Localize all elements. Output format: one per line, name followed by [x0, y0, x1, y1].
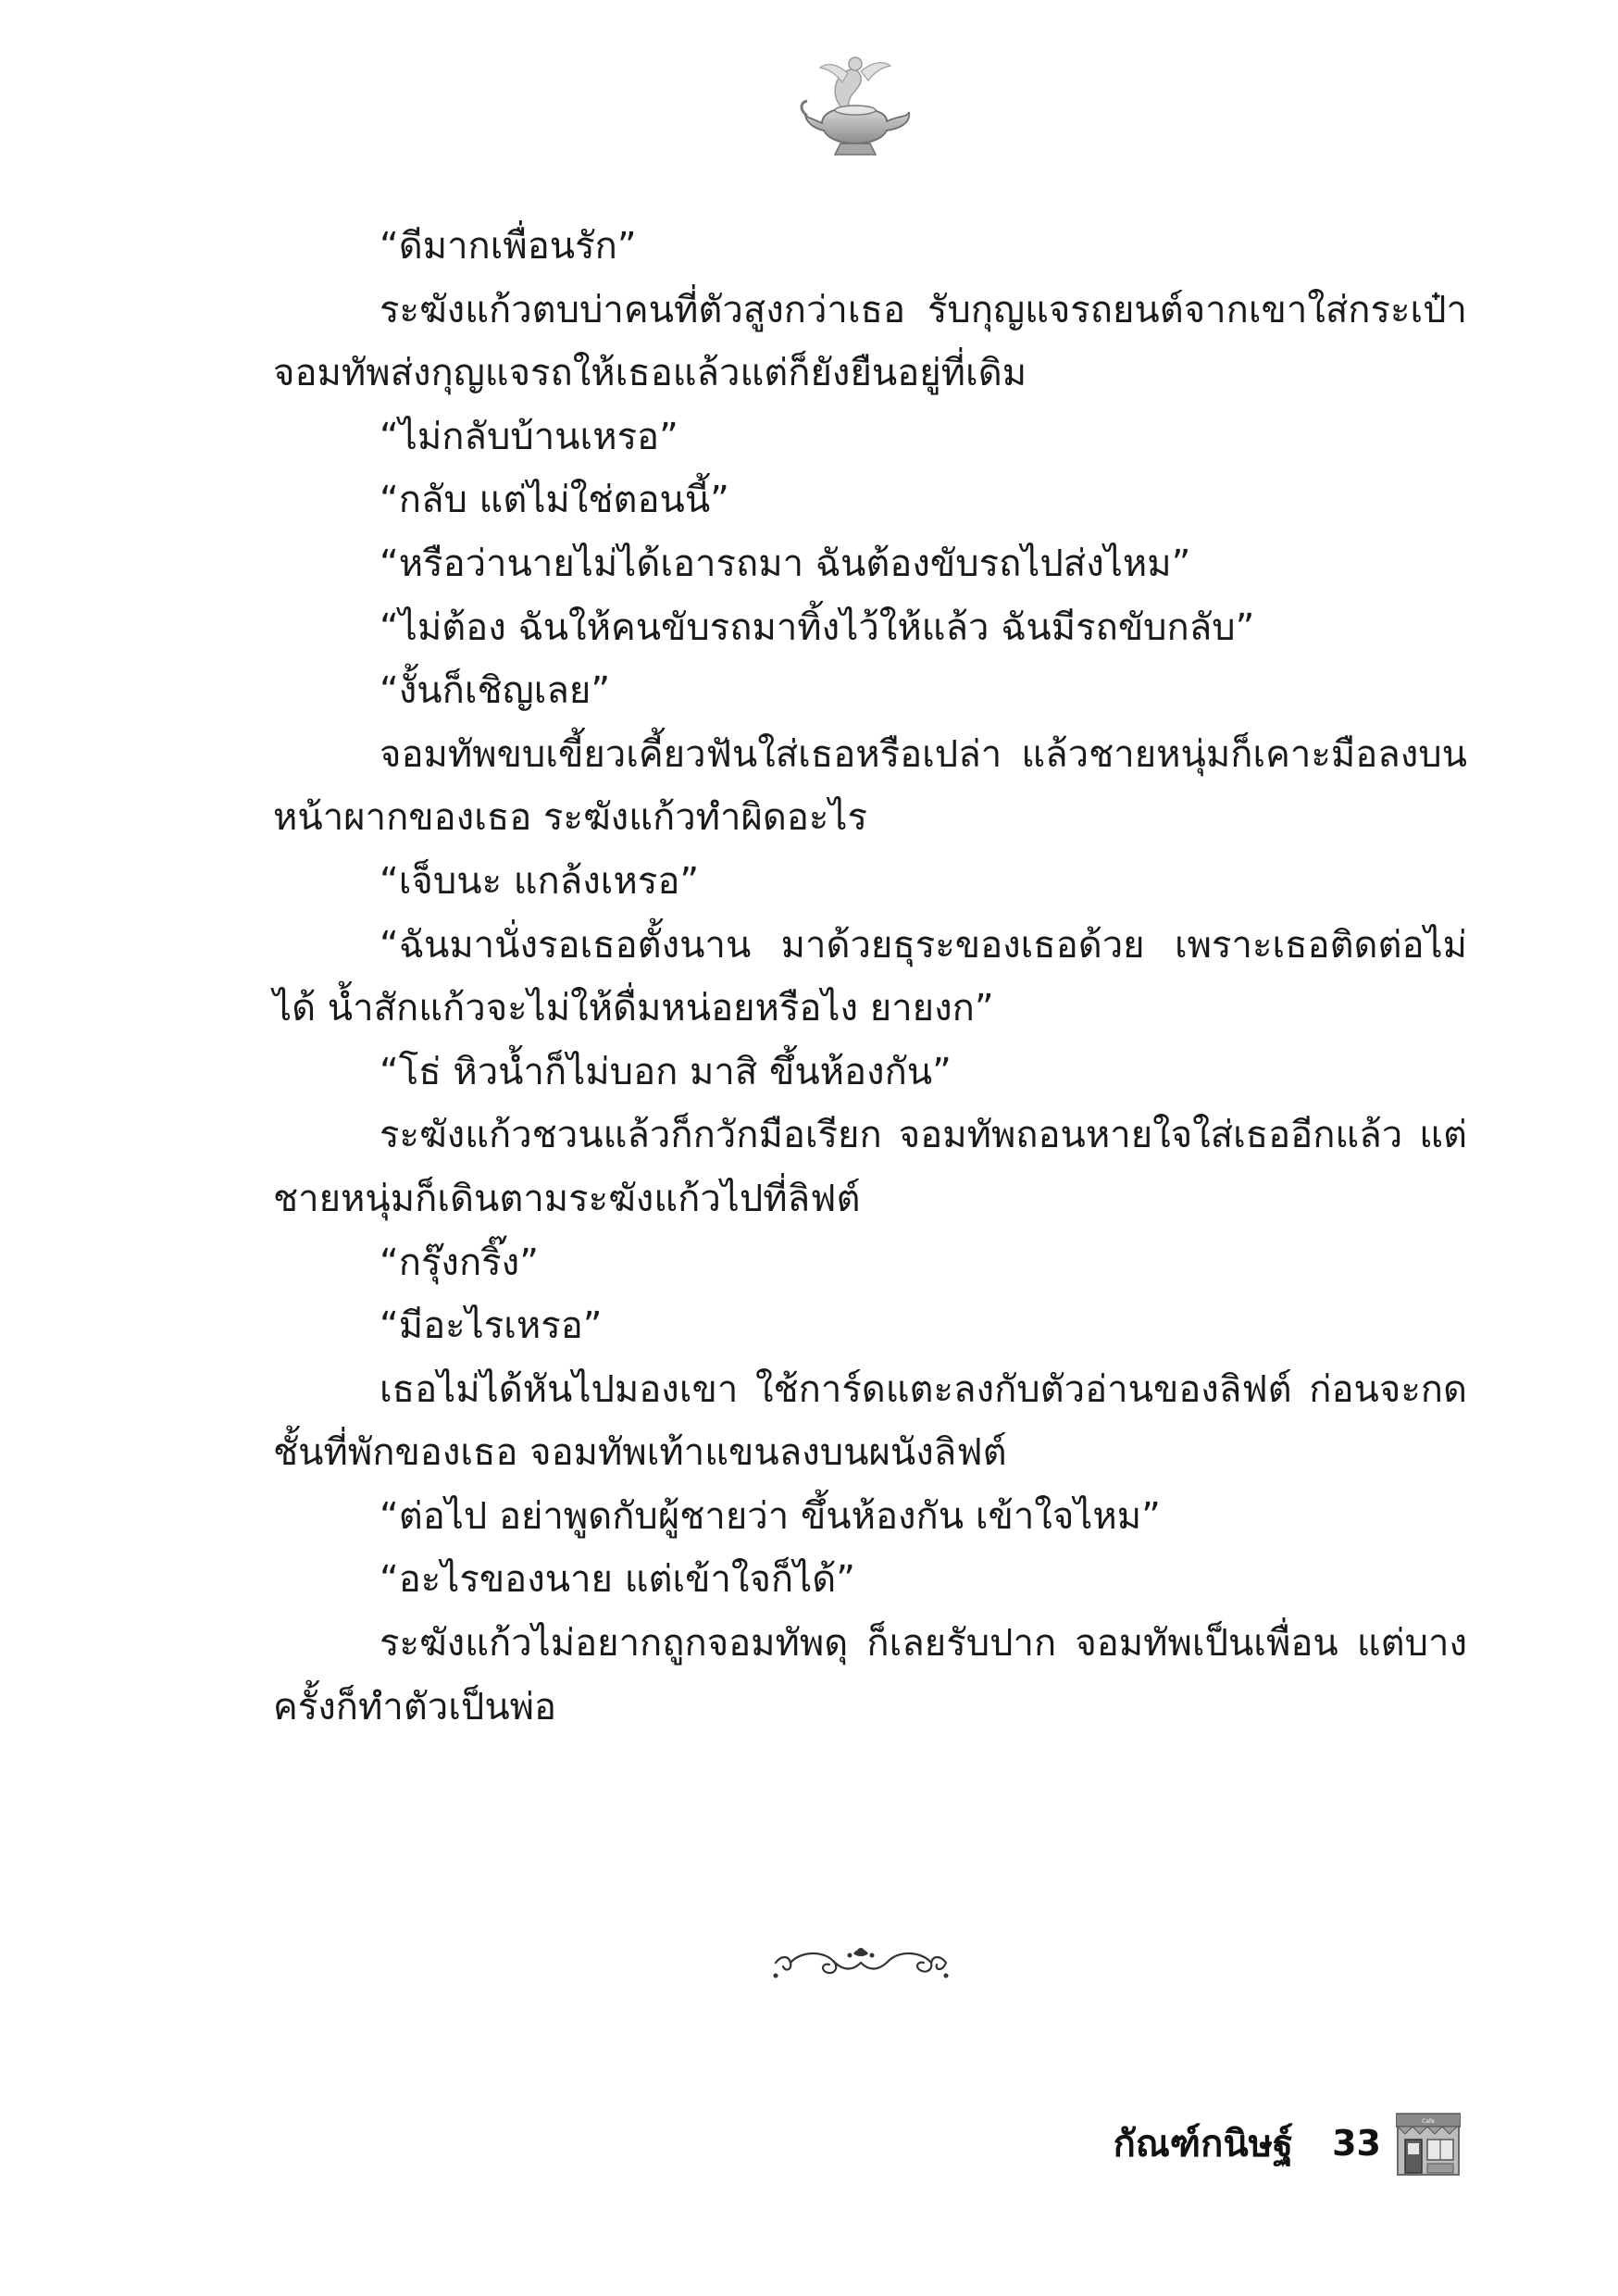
paragraph: “ต่อไป อย่าพูดกับผู้ชายว่า ขึ้นห้องกัน เข้าใจไหม” — [380, 1494, 1161, 1538]
paragraph: “กรุ๊งกริ๊ง” — [380, 1241, 539, 1284]
flourish-divider-icon — [768, 1935, 953, 1990]
paragraph: “งั้นก็เชิญเลย” — [380, 669, 611, 713]
genie-lamp-icon — [794, 51, 915, 162]
paragraph: “หรือว่านายไม่ได้เอารถมา ฉันต้องขับรถไปส่งไหม” — [380, 542, 1191, 585]
page-footer — [1114, 2115, 1461, 2171]
shop-sign: Cafe — [1422, 2118, 1435, 2125]
paragraph: “อะไรของนาย แต่เข้าใจก็ได้” — [380, 1558, 855, 1602]
story-text — [273, 215, 1467, 1739]
paragraph: เธอไม่ได้หันไปมองเขา ใช้การ์ดแตะลงกับตัวอ่านของลิฟต์ ก่อนจะกดชั้นที่พักของเธอ จอมทัพเท้าแขนลงบนผนังลิฟต์ — [273, 1367, 1467, 1475]
paragraph: จอมทัพขบเขี้ยวเคี้ยวฟันใส่เธอหรือเปล่า แล้วชายหนุ่มก็เคาะมือลงบนหน้าผากของเธอ ระฆังแก้วทำผิดอะไร — [273, 732, 1467, 840]
page-number: 33 — [1332, 2123, 1381, 2164]
paragraph: ระฆังแก้วชวนแล้วก็กวักมือเรียก จอมทัพถอนหายใจใส่เธออีกแล้ว แต่ชายหนุ่มก็เดินตามระฆังแก้วไปที่ลิฟต์ — [273, 1114, 1467, 1220]
paragraph: ระฆังแก้วตบบ่าคนที่ตัวสูงกว่าเธอ รับกุญแจรถยนต์จากเขาใส่กระเป๋า จอมทัพส่งกุญแจรถให้เธอแล้วแต่ก็ยังยืนอยู่ที่เดิม — [273, 288, 1467, 395]
paragraph: “ดีมากเพื่อนรัก” — [380, 225, 637, 268]
cafe-storefront-icon — [1396, 2110, 1461, 2177]
paragraph: “โธ่ หิวน้ำก็ไม่บอก มาสิ ขึ้นห้องกัน” — [380, 1050, 952, 1093]
paragraph: “ฉันมานั่งรอเธอตั้งนาน มาด้วยธุระของเธอด้วย เพราะเธอติดต่อไม่ได้ น้ำสักแก้วจะไม่ให้ดื่มหน่อยหรือไง ยายงก” — [273, 923, 1467, 1030]
paragraph: “เจ็บนะ แกล้งเหรอ” — [380, 859, 700, 903]
paragraph: ระฆังแก้วไม่อยากถูกจอมทัพดุ ก็เลยรับปาก จอมทัพเป็นเพื่อน แต่บางครั้งก็ทำตัวเป็นพ่อ — [273, 1622, 1467, 1728]
paragraph: “ไม่ต้อง ฉันให้คนขับรถมาทิ้งไว้ให้แล้ว ฉันมีรถขับกลับ” — [380, 605, 1255, 649]
paragraph: “กลับ แต่ไม่ใช่ตอนนี้” — [380, 479, 729, 522]
paragraph: “มีอะไรเหรอ” — [380, 1304, 603, 1348]
paragraph: “ไม่กลับบ้านเหรอ” — [380, 415, 678, 458]
book-title: กัณฑ์กนิษฐ์ — [1113, 2123, 1294, 2165]
